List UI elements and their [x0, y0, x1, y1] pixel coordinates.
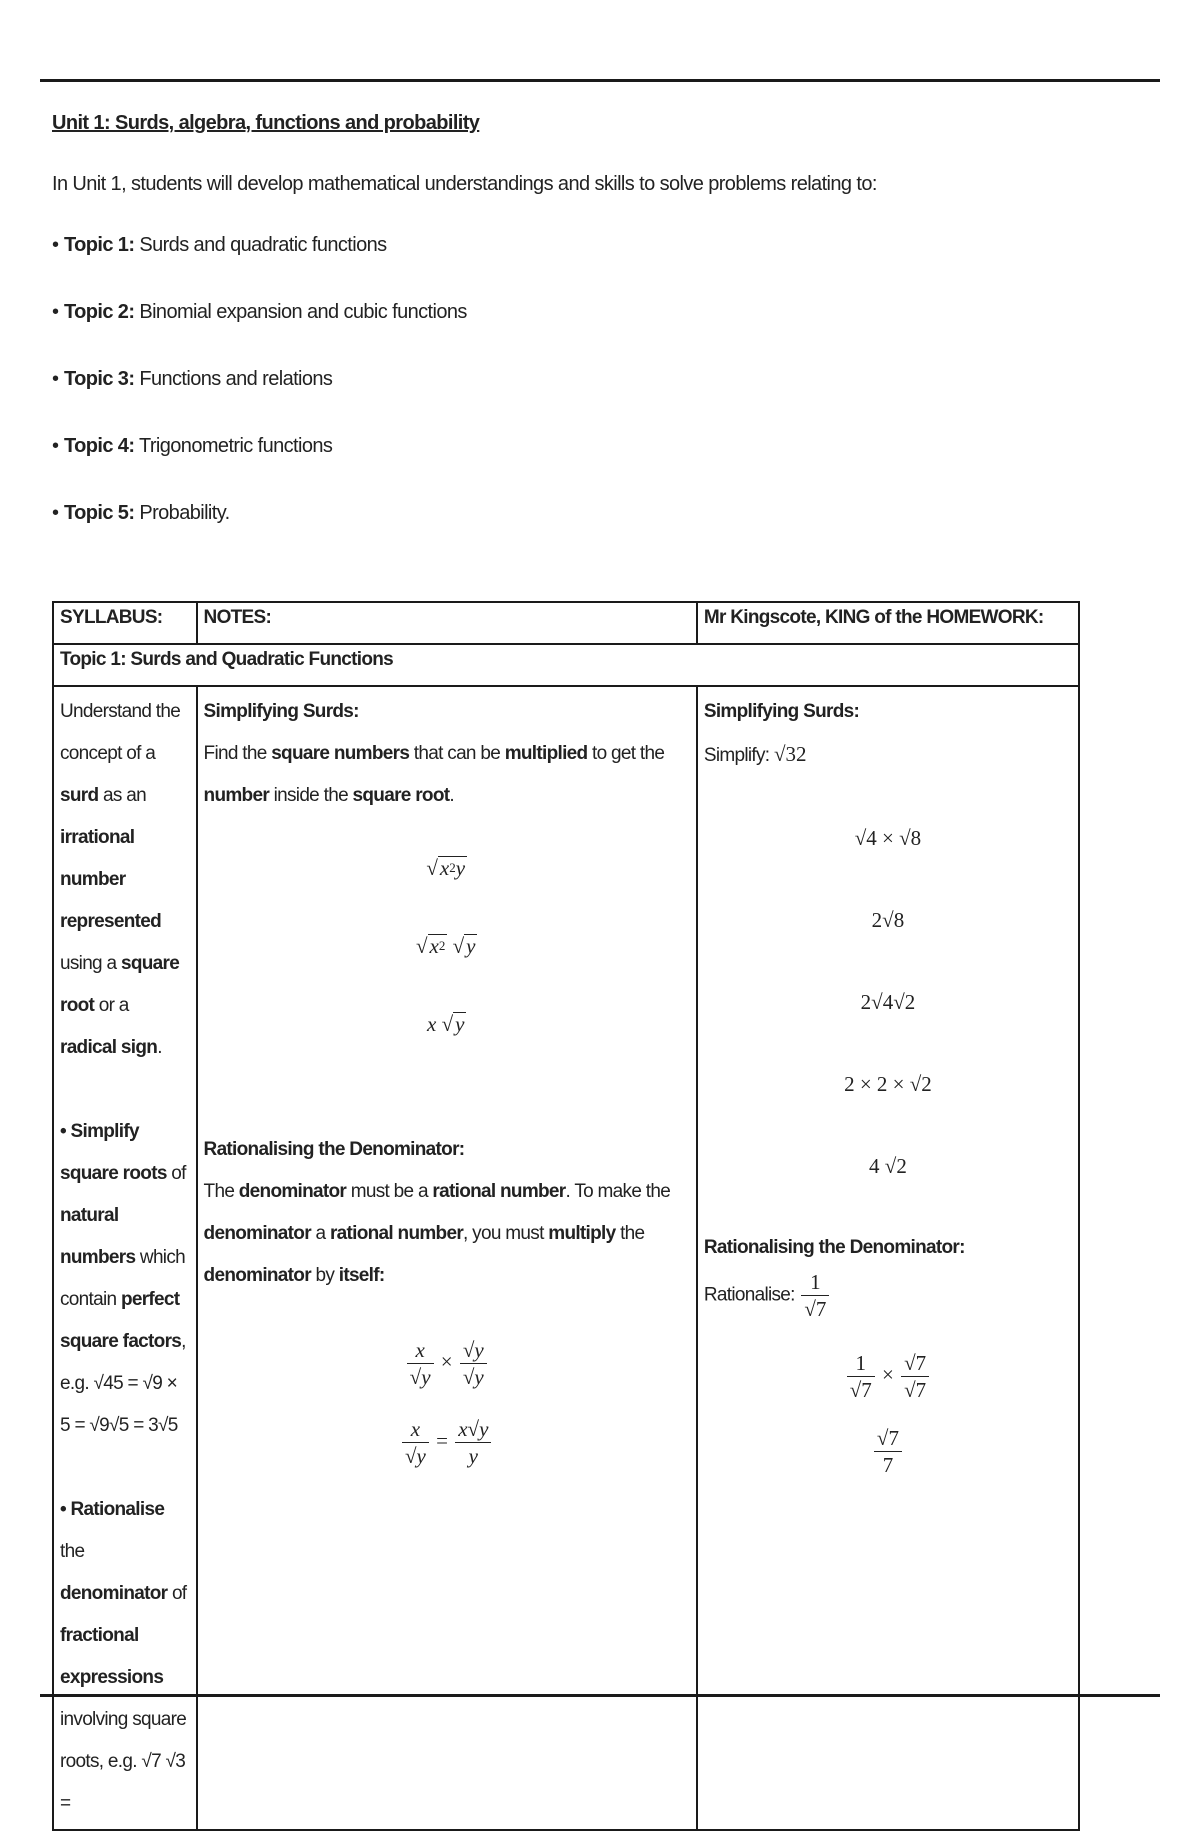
- homework-step-2: 2√8: [871, 908, 905, 932]
- syllabus-paragraph-1: Understand the concept of a surd as an irrational number represented using a square root or a radical sign.: [60, 701, 181, 1058]
- notes-math-line-2: $√x^2$ √y: [415, 934, 476, 958]
- notes-heading-simplifying: Simplifying Surds:: [203, 701, 359, 722]
- notes-math-line-3: x √y: [426, 1012, 465, 1036]
- homework-simplify-prompt: Simplify: √32: [703, 742, 807, 766]
- homework-cell: [697, 686, 1079, 1830]
- notes-rationalise-step-1: $\frac{x}{√y}$ × $\frac{√y}{√y}$: [204, 1337, 690, 1390]
- topic-row: [53, 644, 1079, 686]
- notes-rationalise-step-2: $\frac{x}{√y}$ = $\frac{x√y}{y}$: [204, 1416, 690, 1469]
- table-header-row: [53, 602, 1079, 644]
- homework-step-4: 2 × 2 × √2: [844, 1072, 932, 1096]
- header-syllabus: SYLLABUS:: [53, 602, 197, 644]
- unit-title: Unit 1: Surds, algebra, functions and probability: [52, 112, 480, 134]
- syllabus-paragraph-3: • Rationalise the denominator of fractional expressions involving square roots, e.g. √7 √3 =: [60, 1499, 187, 1814]
- notes-text-simplifying: Find the square numbers that can be multiplied to get the number inside the square root.: [203, 743, 665, 806]
- homework-step-5: 4 √2: [869, 1154, 907, 1178]
- topic-item: • Topic 3: Functions and relations: [52, 368, 333, 390]
- header-homework: Mr Kingscote, KING of the HOMEWORK:: [697, 602, 1079, 644]
- topic-row-title: Topic 1: Surds and Quadratic Functions: [53, 644, 1079, 686]
- syllabus-table: [52, 601, 1080, 1831]
- homework-heading-rationalising: Rationalising the Denominator:: [703, 1237, 965, 1258]
- intro-text: In Unit 1, students will develop mathematical understandings and skills to solve problems relating to:: [52, 173, 877, 195]
- homework-heading-simplifying: Simplifying Surds:: [703, 701, 860, 722]
- topic-item: • Topic 5: Probability.: [52, 502, 230, 524]
- content-row: [53, 686, 1079, 1830]
- notes-text-rationalising: The denominator must be a rational number. To make the denominator a rational number, you must multiply the denominator by itself:: [203, 1181, 671, 1286]
- homework-rationalise-step-2: $\frac{√7}{7}$: [704, 1425, 1072, 1478]
- topic-item: • Topic 1: Surds and quadratic functions: [52, 234, 387, 256]
- homework-rationalise-prompt: Rationalise: $\frac{1}{√7}$: [704, 1269, 1072, 1322]
- bottom-rule: [40, 1694, 1160, 1697]
- notes-heading-rationalising: Rationalising the Denominator:: [203, 1139, 465, 1160]
- syllabus-cell: [53, 686, 197, 1830]
- top-rule: [40, 79, 1160, 82]
- homework-step-1: √4 × √8: [854, 826, 922, 850]
- notes-cell: [197, 686, 697, 1830]
- intro-section: [52, 112, 1052, 569]
- homework-rationalise-step-1: $\frac{1}{√7}$ × $\frac{√7}{√7}$: [704, 1350, 1072, 1403]
- topic-item: • Topic 4: Trigonometric functions: [52, 435, 333, 457]
- notes-math-line-1: $√x^2y$: [426, 856, 466, 880]
- topic-item: • Topic 2: Binomial expansion and cubic functions: [52, 301, 467, 323]
- syllabus-paragraph-2: • Simplify square roots of natural numbers which contain perfect square factors, e.g. √45 = √9 × 5 = √9√5 = 3√5: [60, 1121, 186, 1436]
- homework-step-3: 2√4√2: [860, 990, 916, 1014]
- header-notes: NOTES:: [197, 602, 697, 644]
